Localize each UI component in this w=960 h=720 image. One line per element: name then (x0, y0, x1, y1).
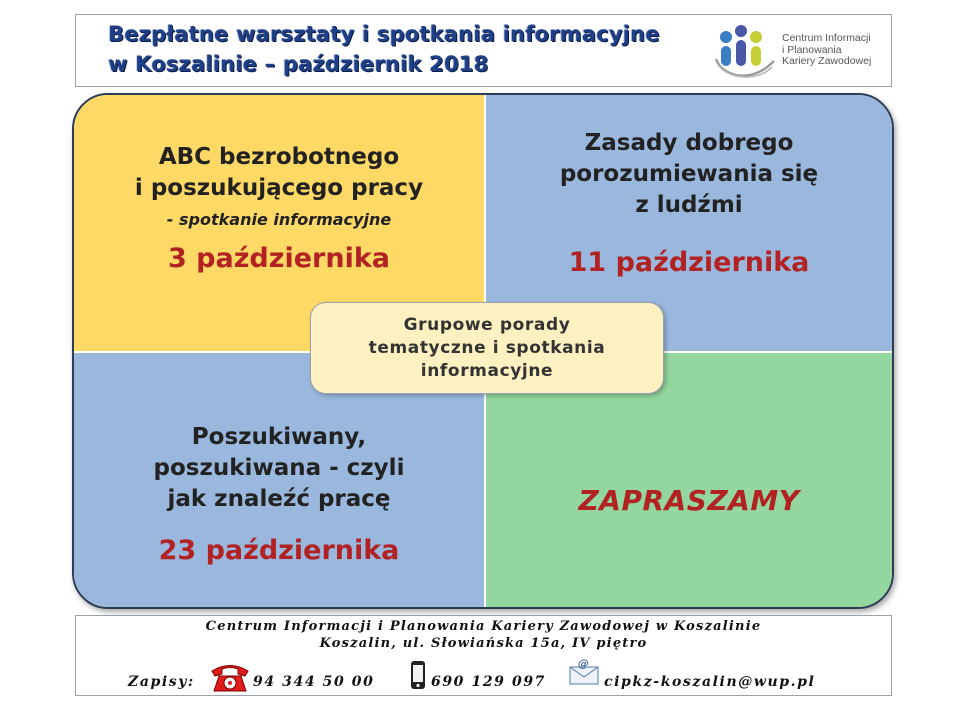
event-abc-subtitle: - spotkanie informacyjne (166, 210, 392, 229)
footer-address: Koszalin, ul. Słowiańska 15a, IV piętro (319, 636, 648, 651)
cipkz-logo (712, 25, 887, 80)
event-jobsearch-title-3: jak znaleźć pracę (167, 486, 391, 512)
header-box (75, 14, 892, 87)
signup-label: Zapisy: (128, 674, 195, 690)
center-label-line-1: Grupowe porady (403, 314, 571, 335)
title-line-2: w Koszalinie – październik 2018 (108, 52, 489, 76)
event-jobsearch-title-2: poszukiwana - czyli (153, 455, 405, 481)
mobile-number[interactable]: 690 129 097 (431, 674, 547, 690)
event-jobsearch-date: 23 października (158, 535, 400, 566)
telephone-icon (209, 660, 251, 698)
footer-box (75, 615, 892, 696)
event-abc-title-1: ABC bezrobotnego (158, 144, 400, 170)
logo-text-line-1: Centrum Informacji (782, 32, 871, 44)
event-communication-date: 11 października (568, 247, 810, 278)
phone-number[interactable]: 94 344 50 00 (253, 674, 375, 690)
event-communication-title-2: porozumiewania się (559, 161, 819, 187)
center-label-box (310, 302, 664, 394)
center-label-line-3: informacyjne (420, 360, 554, 381)
logo-people-icon (712, 25, 778, 80)
logo-text (782, 33, 871, 68)
title-line-1: Bezpłatne warsztaty i spotkania informacyjne (108, 22, 660, 46)
event-abc-date: 3 października (167, 243, 391, 274)
center-label (337, 314, 637, 383)
email-envelope-icon (569, 656, 599, 690)
mobile-phone-icon (410, 660, 426, 694)
footer-contact (76, 657, 891, 692)
footer-org: Centrum Informacji i Planowania Kariery Zawodowej w Koszalinie (205, 619, 762, 634)
center-label-line-2: tematyczne i spotkania (368, 337, 606, 358)
logo-text-line-2: i Planowania (782, 43, 842, 56)
event-communication-title-3: z ludźmi (635, 192, 743, 218)
email-address[interactable]: cipkz-koszalin@wup.pl (604, 674, 816, 690)
event-communication-title-1: Zasady dobrego (584, 130, 794, 156)
invite-text: ZAPRASZAMY (578, 483, 800, 517)
event-abc-title-2: i poszukującego pracy (134, 175, 424, 201)
event-jobsearch-title-1: Poszukiwany, (191, 424, 367, 450)
svg-text:@: @ (578, 657, 591, 670)
logo-text-line-3: Kariery Zawodowej (782, 55, 872, 67)
